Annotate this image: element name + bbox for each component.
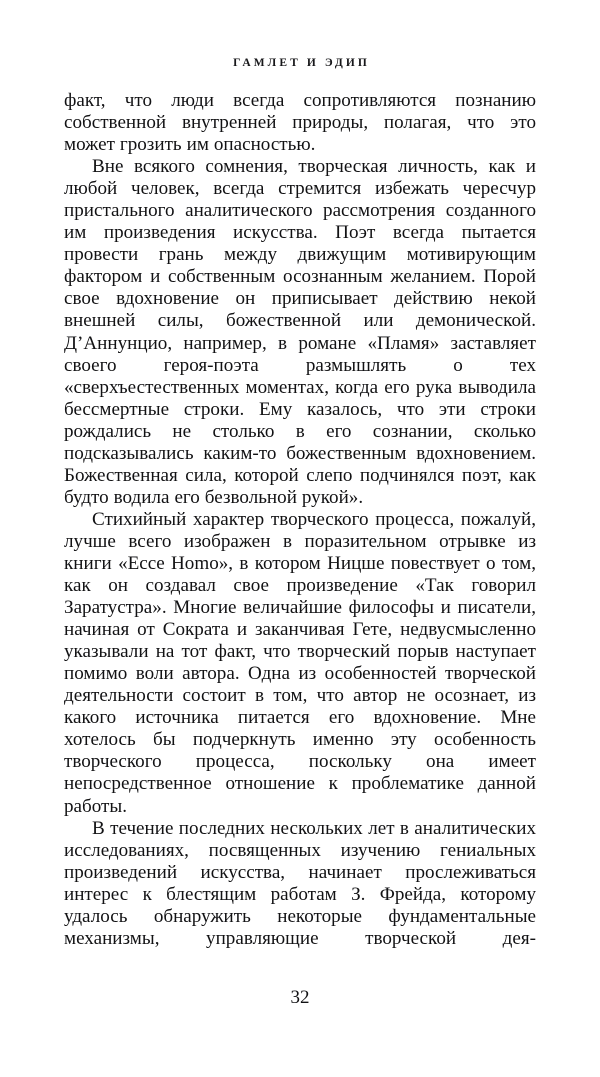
paragraph: факт, что люди всегда сопротивляются познанию собственной внутренней природы, полагая, что это может грозить им опасностью. [64, 90, 536, 156]
running-head: ГАМЛЕТ И ЭДИП [233, 57, 370, 69]
body-text-block [64, 90, 536, 950]
paragraph: Стихийный характер творческого процесса, пожалуй, лучше всего изображен в поразительном отрывке из книги «Ecce Homo», в котором Ницше повествует о том, как он создавал свое произведение «Так говорил Заратустра». Многие величайшие философы и писатели, начиная от Сократа и заканчивая Гете, недвусмысленно указывали на тот факт, что творческий порыв наступает помимо воли автора. Одна из особенностей творческой деятельности состоит в том, что автор не осознает, из какого источника питается его вдохновение. Мне хотелось бы подчеркнуть именно эту особенность творческого процесса, поскольку она имеет непосредственное отношение к проблематике данной работы. [64, 508, 536, 817]
page-number: 32 [290, 987, 310, 1008]
paragraph: В течение последних нескольких лет в аналитических исследованиях, посвященных изучению гениальных произведений искусства, начинает прослеживаться интерес к блестящим работам З. Фрейда, которому удалось обнаружить некоторые фундаментальные механизмы, управляющие творческой дея- [64, 817, 536, 949]
paragraph: Вне всякого сомнения, творческая личность, как и любой человек, всегда стремится избежать чересчур пристального аналитического рассмотрения созданного им произведения искусства. Поэт всегда пытается провести грань между движущим мотивирующим фактором и собственным осознанным желанием. Порой свое вдохновение он приписывает действию некой внешней силы, божественной или демонической. Д’Аннунцио, например, в романе «Пламя» заставляет своего героя-поэта размышлять о тех «сверхъестественных моментах, когда его рука выводила бессмертные строки. Ему казалось, что эти строки рождались не столько в его сознании, сколько подсказывались каким-то божественным вдохновением. Божественная сила, которой слепо подчинялся поэт, как будто водила его безвольной рукой». [64, 156, 536, 508]
